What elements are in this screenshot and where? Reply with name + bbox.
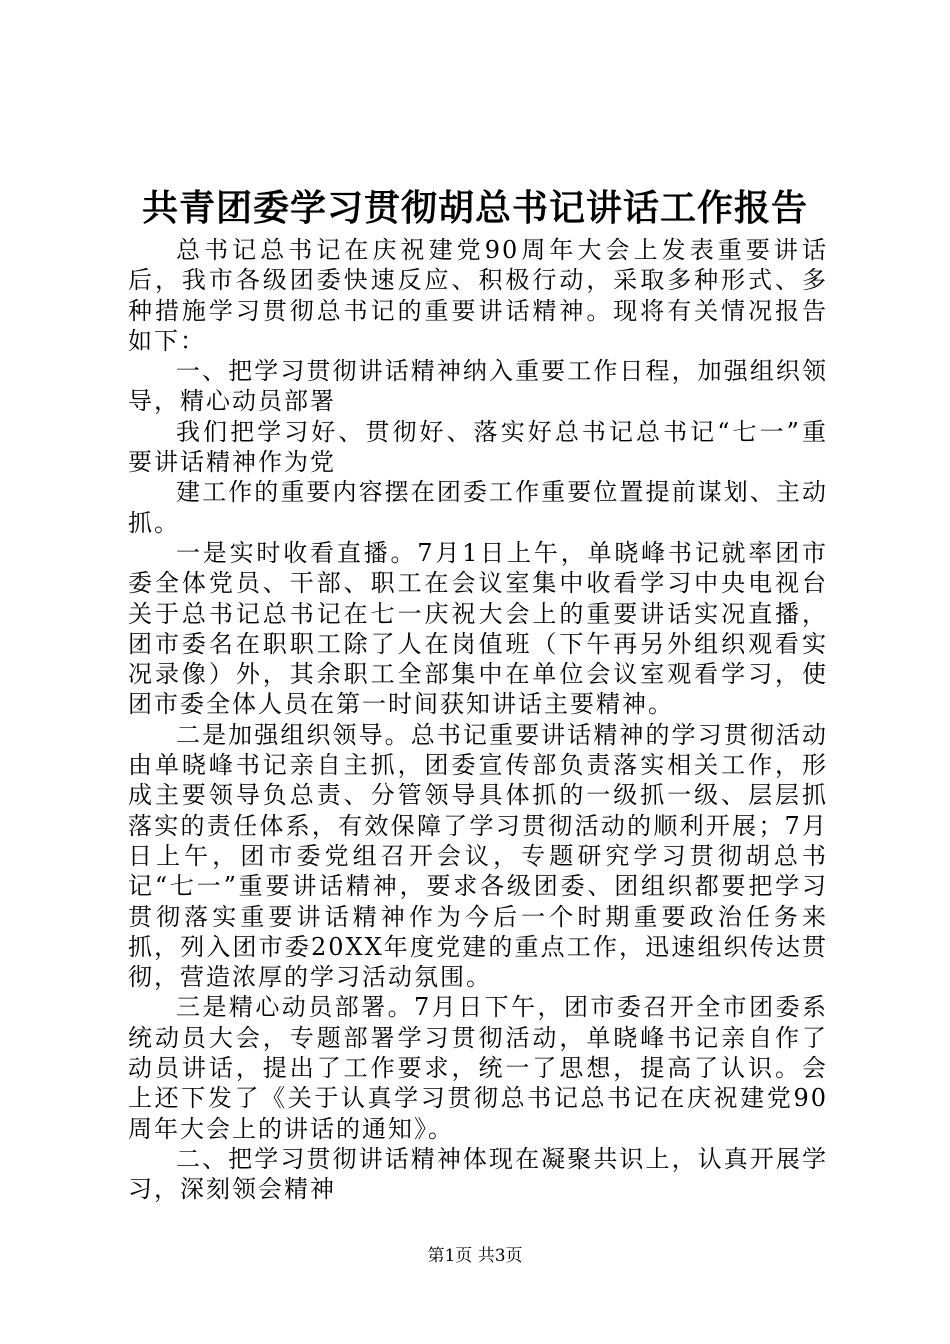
paragraph-intro: 总书记总书记在庆祝建党90周年大会上发表重要讲话后，我市各级团委快速反应、积极行动，采取多种形式、多种措施学习贯彻总书记的重要讲话精神。现将有关情况报告如下： bbox=[128, 236, 828, 355]
paragraph-2: 我们把学习好、贯彻好、落实好总书记总书记“七一”重要讲话精神作为党 bbox=[128, 417, 828, 477]
page-indicator: 第1页 共3页 bbox=[427, 1246, 523, 1266]
document-body bbox=[128, 235, 828, 1205]
paragraph-section-1-heading: 一、把学习贯彻讲话精神纳入重要工作日程，加强组织领导，精心动员部署 bbox=[128, 357, 828, 416]
paragraph-3: 建工作的重要内容摆在团委工作重要位置提前谋划、主动抓。 bbox=[128, 478, 828, 537]
paragraph-organization: 二是加强组织领导。总书记重要讲话精神的学习贯彻活动由单晓峰书记亲自主抓，团委宣传部负责落实相关工作，形成主要领导负总责、分管领导具体抓的一级抓一级、层层抓落实的责任体系，有效保障了学习贯彻活动的顺利开展；7月日上午，团市委党组召开会议，专题研究学习贯彻胡总书记“七一”重要讲话精神，要求各级团委、团组织都要把学习贯彻落实重要讲话精神作为今后一个时期重要政治任务来抓，列入团市委20XX年度党建的重点工作，迅速组织传达贯彻，营造浓厚的学习活动氛围。 bbox=[128, 720, 828, 992]
paragraph-section-2-heading: 二、把学习贯彻讲话精神体现在凝聚共识上，认真开展学习，深刻领会精神 bbox=[128, 1144, 828, 1204]
paragraph-live-broadcast: 一是实时收看直播。7月1日上午，单晓峰书记就率团市委全体党员、干部、职工在会议室集中收看学习中央电视台关于总书记总书记在七一庆祝大会上的重要讲话实况直播，团市委名在职职工除了人在岗值班（下午再另外组织观看实况录像）外，其余职工全部集中在单位会议室观看学习，使团市委全体人员在第一时间获知讲话主要精神。 bbox=[128, 538, 828, 719]
paragraph-mobilization: 三是精心动员部署。7月日下午，团市委召开全市团委系统动员大会，专题部署学习贯彻活动，单晓峰书记亲自作了动员讲话，提出了工作要求，统一了思想，提高了认识。会上还下发了《关于认真学习贯彻总书记总书记在庆祝建党90周年大会上的讲话的通知》。 bbox=[128, 993, 828, 1143]
document-title: 共青团委学习贯彻胡总书记讲话工作报告 bbox=[141, 187, 808, 229]
